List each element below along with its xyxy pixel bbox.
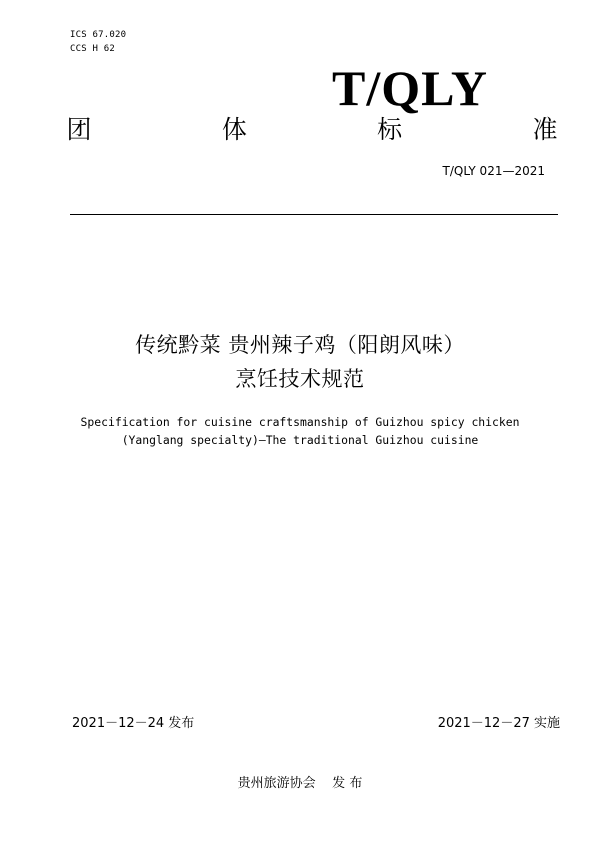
header-divider xyxy=(70,214,558,215)
standard-type-char: 体 xyxy=(221,115,247,144)
issue-date: 2021－12－24 发布 xyxy=(72,716,195,731)
ccs-code: CCS H 62 xyxy=(70,44,115,54)
chinese-title-line1: 传统黔菜 贵州辣子鸡（阳朗风味） xyxy=(135,333,465,357)
ics-code: ICS 67.020 xyxy=(70,30,127,40)
english-title-line1: Specification for cuisine craftsmanship of Guizhou spicy chicken xyxy=(80,415,520,429)
standard-logo: T/QLY xyxy=(332,60,489,116)
chinese-title-line2: 烹饪技术规范 xyxy=(235,367,365,391)
standard-type-char: 准 xyxy=(532,115,558,144)
classification-codes xyxy=(70,28,126,56)
publisher: 贵州旅游协会 发 布 xyxy=(237,776,363,791)
standard-type-char: 标 xyxy=(377,115,403,144)
standard-code: T/QLY 021—2021 xyxy=(442,164,545,178)
standard-type-heading xyxy=(62,115,562,145)
english-title-line2: (Yanglang specialty)—The traditional Guizhou cuisine xyxy=(121,433,479,447)
implementation-date: 2021－12－27 实施 xyxy=(437,716,560,731)
standard-type-char: 团 xyxy=(66,115,92,144)
